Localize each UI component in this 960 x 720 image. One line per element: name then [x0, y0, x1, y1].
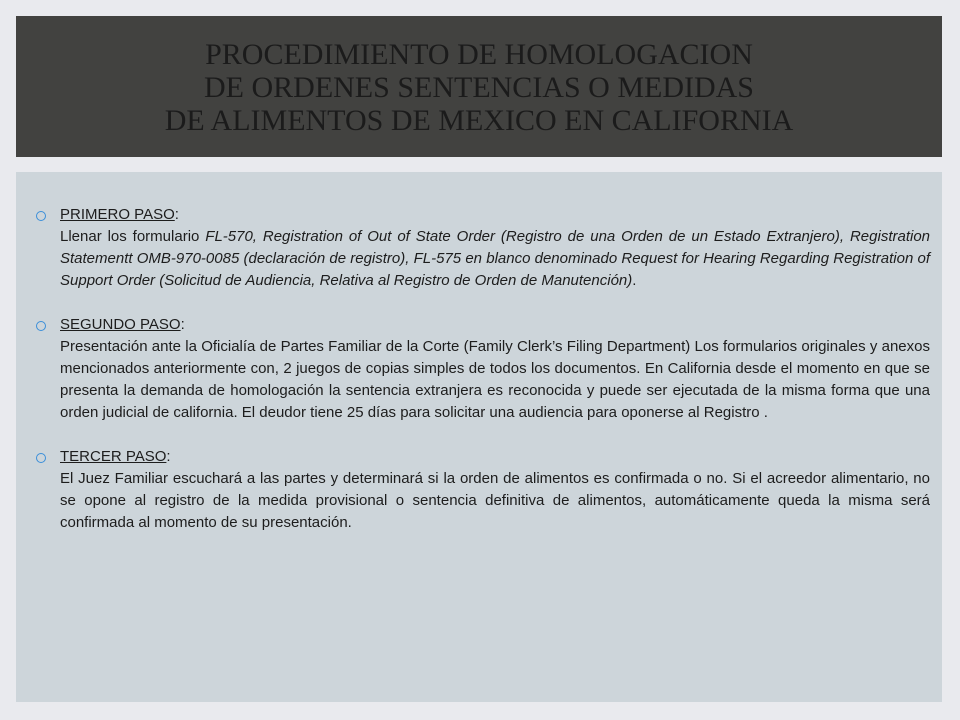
step-second-heading: SEGUNDO PASO	[60, 316, 181, 333]
circle-bullet-icon	[36, 453, 46, 463]
title-banner	[16, 16, 942, 157]
step-second-text: Presentación ante la Oficialía de Partes Familiar de la Corte (Family Clerk’s Filing Department) Los formularios originales y anexos mencionados anteriormente con, 2 juegos de copias simples de todos los documentos. En California desde el momento en que se presenta la demanda de homologación la sentencia extranjera es reconocida y puede ser ejecutada de la misma forma que una orden judicial de california. El deudor tiene 25 días para solicitar una audiencia para oponerse al Registro .	[60, 338, 930, 421]
content-panel	[16, 172, 942, 702]
step-third	[36, 446, 930, 534]
step-third-text: El Juez Familiar escuchará a las partes y determinará si la orden de alimentos es confirmada o no. Si el acreedor alimentario, no se opone al registro de la medida provisional o sentencia definitiva de alimentos, automáticamente queda la misma será confirmada al momento de su presentación.	[60, 470, 930, 531]
title-line-3: DE ALIMENTOS DE MEXICO EN CALIFORNIA	[164, 104, 794, 137]
step-second-heading-row	[60, 314, 930, 336]
step-first-text-end: .	[632, 272, 637, 289]
step-first-colon: :	[174, 206, 179, 223]
circle-bullet-icon	[36, 321, 46, 331]
step-first-text	[60, 226, 930, 292]
title-line-1: PROCEDIMIENTO DE HOMOLOGACION	[205, 38, 753, 71]
step-third-heading: TERCER PASO	[60, 448, 167, 465]
step-first-heading: PRIMERO PASO	[60, 206, 175, 223]
step-third-heading-row	[60, 446, 930, 468]
step-first-heading-row	[60, 204, 930, 226]
step-first-text-italic: FL-570, Registration of Out of State Order (Registro de una Orden de un Estado Extranjero), Registration Statementt OMB-970-0085 (declaración de registro), FL-575 en blanco denominado Request for Hearing Regarding Registration of Support Order (Solicitud de Audiencia, Relativa al Registro de Orden de Manutención)	[60, 228, 931, 289]
circle-bullet-icon	[36, 211, 46, 221]
title-line-2: DE ORDENES SENTENCIAS O MEDIDAS	[203, 71, 754, 104]
step-first-text-plain: Llenar los formulario	[60, 228, 206, 245]
step-third-colon: :	[166, 448, 171, 465]
step-second-colon: :	[180, 316, 185, 333]
step-first	[36, 204, 930, 292]
step-second	[36, 314, 930, 424]
